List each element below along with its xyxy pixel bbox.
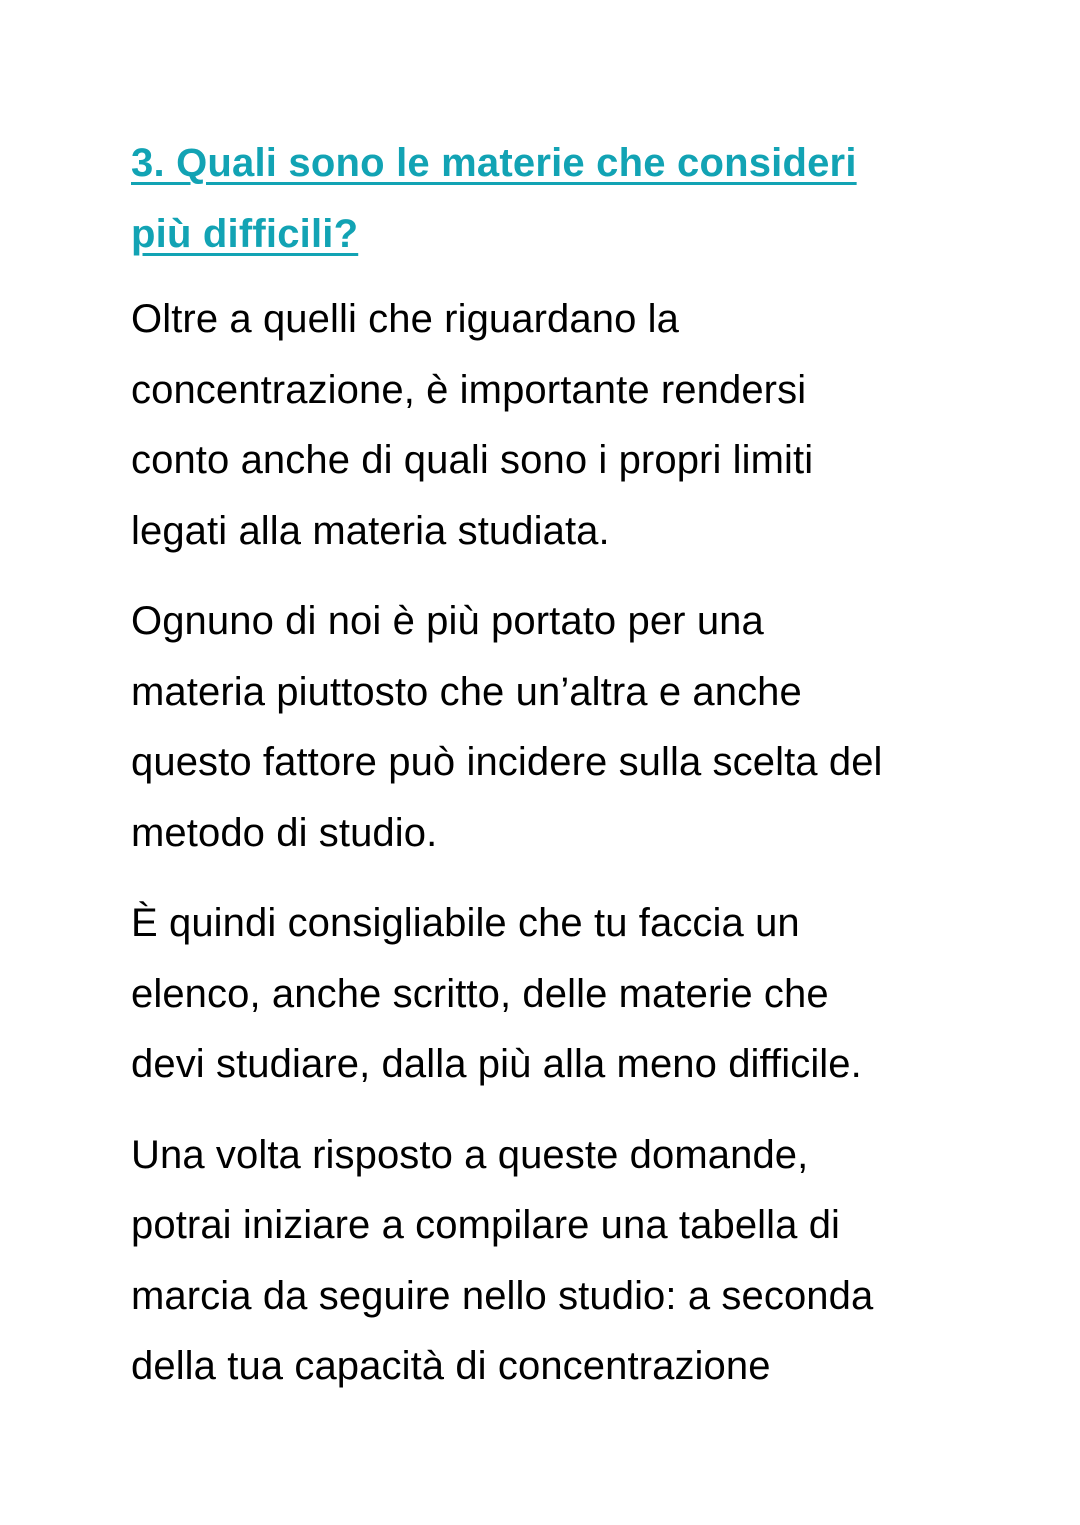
text-line: legati alla materia studiata.: [131, 508, 610, 553]
text-line: potrai iniziare a compilare una tabella di: [131, 1203, 841, 1247]
text-line: devi studiare, dalla più alla meno difficile.: [131, 1042, 862, 1086]
heading-line: più difficili?: [131, 212, 359, 256]
text-line: conto anche di quali sono i propri limiti: [131, 438, 814, 482]
text-line: questo fattore può incidere sulla scelta del: [131, 740, 883, 784]
text-line: Oltre a quelli che riguardano la: [131, 297, 679, 341]
document-page: [131, 128, 991, 1402]
section-heading: [131, 128, 991, 270]
paragraph-subject-aptitude: [131, 586, 991, 868]
text-line: concentrazione, è importante rendersi: [131, 367, 807, 412]
text-line: elenco, anche scritto, delle materie che: [131, 971, 829, 1016]
paragraph-study-plan: [131, 1120, 991, 1402]
text-line: marcia da seguire nello studio: a seconda: [131, 1273, 874, 1318]
text-line: Ognuno di noi è più portato per una: [131, 599, 764, 643]
text-line: metodo di studio.: [131, 810, 438, 855]
text-line: materia piuttosto che un’altra e anche: [131, 669, 802, 714]
heading-line: 3. Quali sono le materie che consideri: [131, 141, 857, 185]
paragraph-concentration-limits: [131, 284, 991, 566]
text-line: della tua capacità di concentrazione: [131, 1344, 771, 1388]
text-line: Una volta risposto a queste domande,: [131, 1132, 809, 1177]
paragraph-subject-list: [131, 888, 991, 1100]
text-line: È quindi consigliabile che tu faccia un: [131, 901, 800, 945]
